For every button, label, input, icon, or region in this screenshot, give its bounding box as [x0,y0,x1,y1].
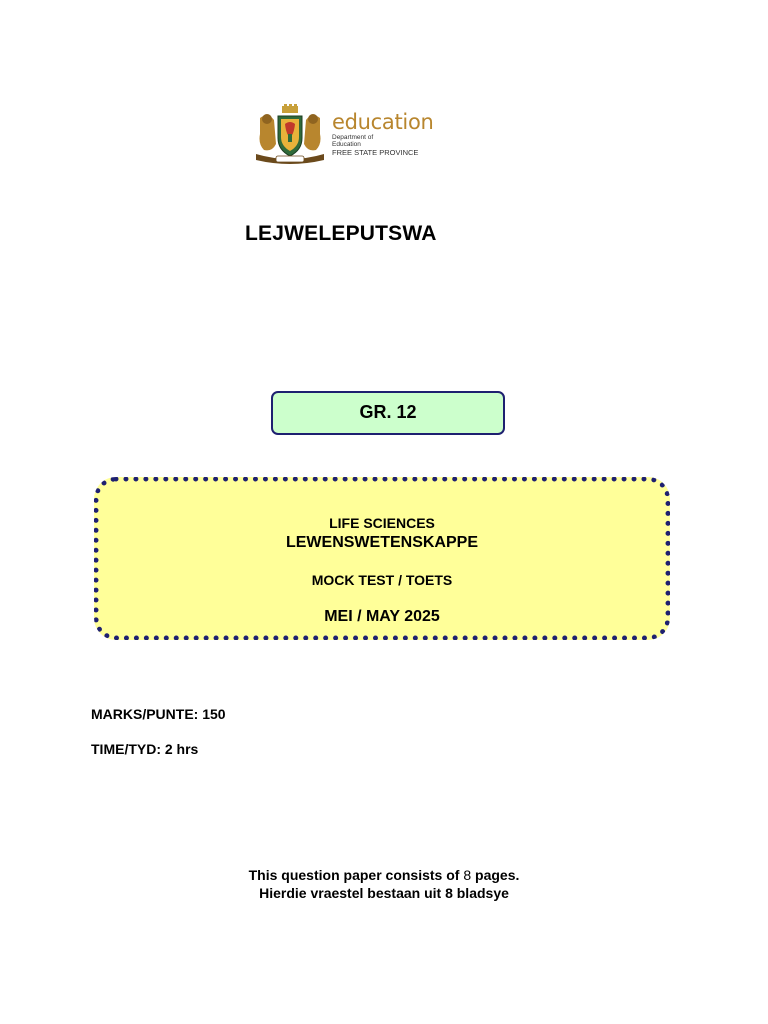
department-logo [250,104,434,168]
district-title: LEJWELEPUTSWA [245,222,437,245]
logo-wordmark: education [332,110,434,134]
time-allowed: TIME/TYD: 2 hrs [91,741,199,757]
page-count-english-pre: This question paper consists of [248,867,464,883]
grade-box: GR. 12 [271,391,505,435]
exam-date: MEI / MAY 2025 [324,608,440,625]
page-count-english-post: pages. [471,867,520,883]
subject-box [94,477,670,640]
logo-subtitle-education: Education [332,141,361,148]
logo-subtitle-department: Department of [332,134,374,141]
page-count-english [0,866,768,884]
page-count-number: 8 [463,867,472,883]
test-type: MOCK TEST / TOETS [311,572,453,588]
coat-of-arms-icon [250,104,330,166]
logo-subtitle-province: FREE STATE PROVINCE [332,148,419,157]
total-marks: MARKS/PUNTE: 150 [91,706,226,722]
subject-english: LIFE SCIENCES [329,515,435,531]
subject-afrikaans: LEWENSWETENSKAPPE [285,534,478,551]
page-count-note [0,866,768,902]
page-count-afrikaans: Hierdie vraestel bestaan uit 8 bladsye [259,885,509,901]
